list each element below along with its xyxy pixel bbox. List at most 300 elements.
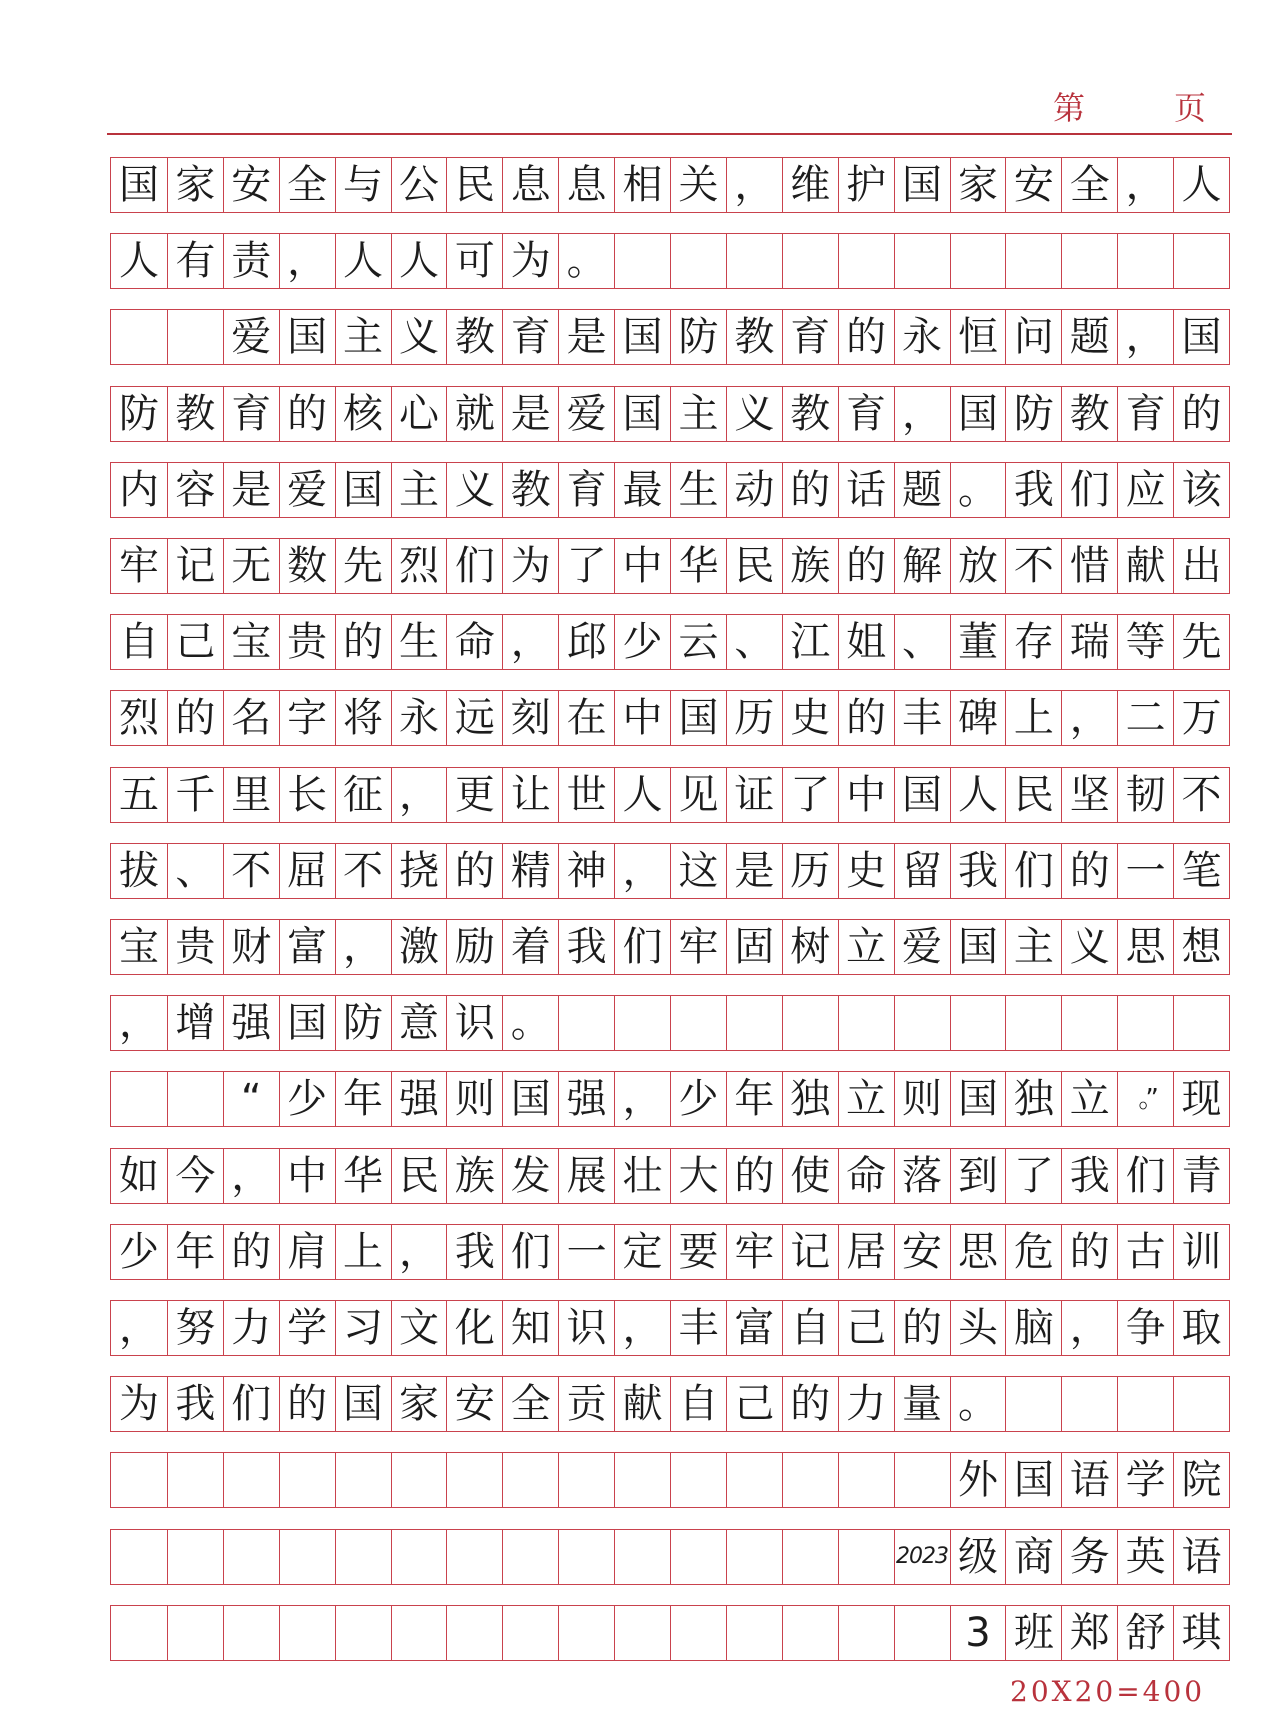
grid-cell: 责 [223,234,279,288]
grid-cell: 了 [558,539,614,593]
grid-cell: 我 [446,1225,502,1279]
grid-cell [446,1453,502,1507]
grid-cell: 古 [1117,1225,1173,1279]
grid-cell: 人 [118,238,159,285]
grid-cell [111,1072,167,1126]
grid-cell: 笔 [1173,844,1229,898]
grid-cell: 、 [167,844,223,898]
grid-cell: 息 [502,158,558,212]
grid-cell [167,1072,223,1126]
grid-cell [726,1453,782,1507]
grid-cell: 激 [391,920,447,974]
grid-cell: 琪 [1173,1606,1229,1660]
grid-cell [279,1453,335,1507]
grid-cell: 放 [950,539,1006,593]
grid-cell [279,1606,335,1660]
grid-cell: 上 [1005,691,1061,745]
grid-cell: 安 [1005,158,1061,212]
grid-cell [726,996,782,1050]
grid-cell: 邱 [558,615,614,669]
grid-cell [558,1530,614,1584]
grid-cell: 动 [726,463,782,517]
grid-cell: 我 [1061,1149,1117,1203]
grid-cell [894,1453,950,1507]
grid-cell [726,234,782,288]
grid-cell: 容 [167,463,223,517]
grid-cell: 国 [894,158,950,212]
grid-cell: 恒 [950,310,1006,364]
grid-cell: 民 [726,539,782,593]
grid-cell [1173,1377,1229,1431]
grid-cell: 主 [1005,920,1061,974]
grid-cell [558,1606,614,1660]
grid-cell: 万 [1173,691,1229,745]
grid-cell: 征 [335,768,391,822]
grid-cell: 记 [167,539,223,593]
grid-cell: 脑 [1005,1301,1061,1355]
grid-cell: “ [223,1072,279,1126]
grid-cell: 烈 [118,695,159,742]
grid-cell: 中 [614,691,670,745]
grid-cell [838,1606,894,1660]
grid-cell: 励 [446,920,502,974]
grid-cell: 。 [950,463,1006,517]
grid-cell: 强 [223,996,279,1050]
grid-cell: 知 [502,1301,558,1355]
grid-cell [279,1530,335,1584]
grid-cell: 力 [223,1301,279,1355]
grid-cell: 育 [838,387,894,441]
grid-cell [782,1530,838,1584]
grid-cell: 可 [446,234,502,288]
grid-cell: ， [726,158,782,212]
grid-cell: ， [118,1305,159,1351]
grid-cell: 让 [502,768,558,822]
grid-cell: 二 [1117,691,1173,745]
grid-cell: ， [223,1149,279,1203]
grid-cell [838,1453,894,1507]
grid-cell: 教 [1061,387,1117,441]
grid-cell: 训 [1173,1225,1229,1279]
grid-cell: 人 [1173,158,1229,212]
grid-row [110,767,1230,823]
grid-cell: ， [1061,1301,1117,1355]
grid-cell: 是 [223,463,279,517]
grid-cell: ， [614,1301,670,1355]
grid-cell: 国 [502,1072,558,1126]
grid-cell [894,234,950,288]
grid-cell: 教 [446,310,502,364]
grid-cell: 义 [1061,920,1117,974]
grid-cell: 牢 [726,1225,782,1279]
grid-cell: 等 [1117,615,1173,669]
grid-cell [558,1453,614,1507]
page-label-ye: 页 [1174,89,1207,127]
grid-cell: 商 [1005,1530,1061,1584]
grid-cell: 的 [894,1301,950,1355]
grid-cell: 落 [894,1149,950,1203]
grid-cell: 思 [1117,920,1173,974]
grid-cell: 现 [1173,1072,1229,1126]
grid-cell: 学 [1117,1453,1173,1507]
grid-cell [167,1453,223,1507]
grid-cell [558,996,614,1050]
grid-cell: 证 [726,768,782,822]
grid-row [110,1605,1230,1661]
grid-cell: 自 [118,619,159,666]
grid-row [110,614,1230,670]
grid-cell: ， [1117,310,1173,364]
grid-row [110,386,1230,442]
grid-cell: ， [894,387,950,441]
grid-cell: 献 [1117,539,1173,593]
grid-cell: 为 [118,1381,159,1428]
page-label-di: 第 [1053,89,1086,127]
grid-cell: 应 [1117,463,1173,517]
grid-cell [782,1606,838,1660]
grid-cell: 与 [335,158,391,212]
grid-cell: 的 [726,1149,782,1203]
grid-cell [670,1453,726,1507]
grid-cell: 家 [391,1377,447,1431]
grid-cell: 努 [167,1301,223,1355]
grid-cell [838,234,894,288]
grid-cell: 国 [614,310,670,364]
grid-cell [950,234,1006,288]
grid-cell [1173,996,1229,1050]
grid-cell: 国 [279,310,335,364]
grid-cell [614,1606,670,1660]
grid-cell [726,1530,782,1584]
grid-cell [502,1530,558,1584]
grid-cell: 史 [782,691,838,745]
grid-cell: 青 [1173,1149,1229,1203]
grid-cell: 的 [838,539,894,593]
grid-capacity-label: 20X20=400 [1010,1675,1206,1708]
grid-cell: 贡 [558,1377,614,1431]
grid-cell: 话 [838,463,894,517]
grid-cell: 题 [894,463,950,517]
grid-cell: 外 [950,1453,1006,1507]
grid-cell: 想 [1173,920,1229,974]
grid-cell: 爱 [279,463,335,517]
grid-cell: 神 [558,844,614,898]
grid-cell: 中 [279,1149,335,1203]
grid-cell: 。 [502,996,558,1050]
grid-cell [894,1606,950,1660]
grid-cell: 年 [726,1072,782,1126]
grid-cell: 人 [950,768,1006,822]
grid-cell: 在 [558,691,614,745]
grid-cell [1005,1377,1061,1431]
grid-cell: 独 [1005,1072,1061,1126]
grid-cell: 内 [118,466,159,513]
grid-cell: ， [335,920,391,974]
grid-cell: 题 [1061,310,1117,364]
grid-cell: 中 [838,768,894,822]
grid-cell [670,996,726,1050]
grid-cell [111,1606,167,1660]
grid-cell: 中 [614,539,670,593]
grid-cell: 自 [782,1301,838,1355]
grid-cell: 富 [726,1301,782,1355]
grid-cell: 识 [446,996,502,1050]
grid-cell: 们 [1061,463,1117,517]
grid-cell: 少 [670,1072,726,1126]
grid-cell: 们 [1005,844,1061,898]
grid-cell: 华 [670,539,726,593]
grid-cell: 全 [502,1377,558,1431]
grid-cell: 民 [391,1149,447,1203]
grid-cell: 立 [838,1072,894,1126]
grid-cell: 育 [223,387,279,441]
grid-cell: 如 [118,1152,159,1199]
grid-row [110,1224,1230,1280]
grid-cell: 争 [1117,1301,1173,1355]
grid-cell: 学 [279,1301,335,1355]
grid-cell: 肩 [279,1225,335,1279]
grid-cell: 发 [502,1149,558,1203]
grid-cell: 的 [279,387,335,441]
grid-cell: 立 [838,920,894,974]
grid-cell: 国 [335,1377,391,1431]
grid-cell: 不 [1173,768,1229,822]
grid-cell [391,1530,447,1584]
grid-cell [950,996,1006,1050]
grid-cell: 防 [118,390,159,437]
grid-cell: 历 [782,844,838,898]
grid-cell: ， [502,615,558,669]
grid-cell [614,996,670,1050]
grid-cell: 的 [223,1225,279,1279]
grid-cell [446,1606,502,1660]
grid-cell: 年 [167,1225,223,1279]
grid-cell: 务 [1061,1530,1117,1584]
grid-cell: 爱 [223,310,279,364]
grid-cell: 历 [726,691,782,745]
grid-cell: 文 [391,1301,447,1355]
grid-cell: 护 [838,158,894,212]
grid-cell: 字 [279,691,335,745]
grid-cell: ， [1117,158,1173,212]
grid-cell [1061,996,1117,1050]
grid-cell: 们 [502,1225,558,1279]
grid-row [110,462,1230,518]
grid-cell: 义 [391,310,447,364]
grid-cell: 头 [950,1301,1006,1355]
grid-cell: 精 [502,844,558,898]
grid-cell: 班 [1005,1606,1061,1660]
grid-cell: ， [614,1072,670,1126]
grid-cell: 防 [335,996,391,1050]
grid-cell: 这 [670,844,726,898]
grid-cell: 存 [1005,615,1061,669]
grid-cell: 云 [670,615,726,669]
grid-cell [670,234,726,288]
grid-cell: 烈 [391,539,447,593]
grid-cell: 先 [1173,615,1229,669]
grid-cell: 国 [950,920,1006,974]
grid-cell: 核 [335,387,391,441]
grid-cell: ， [614,844,670,898]
grid-cell: 主 [391,463,447,517]
grid-cell: 富 [279,920,335,974]
grid-cell: 献 [614,1377,670,1431]
grid-cell: 着 [502,920,558,974]
grid-cell: 语 [1173,1530,1229,1584]
grid-cell: 力 [838,1377,894,1431]
grid-row [110,919,1230,975]
grid-cell: 防 [670,310,726,364]
grid-cell: 少 [279,1072,335,1126]
grid-cell: 2023 [894,1530,950,1584]
grid-row [110,1452,1230,1508]
grid-cell: 。 [558,234,614,288]
grid-cell: 世 [558,768,614,822]
grid-cell: 大 [670,1149,726,1203]
grid-cell: 主 [335,310,391,364]
grid-cell: 、 [726,615,782,669]
grid-cell: 全 [1061,158,1117,212]
grid-cell [335,1453,391,1507]
grid-row [110,995,1230,1051]
grid-cell: 英 [1117,1530,1173,1584]
grid-cell: 教 [502,463,558,517]
grid-cell: 国 [894,768,950,822]
grid-cell: ， [391,768,447,822]
grid-cell: 刻 [502,691,558,745]
grid-row [110,1376,1230,1432]
grid-cell: 远 [446,691,502,745]
grid-cell: 。 [950,1377,1006,1431]
grid-cell [670,1606,726,1660]
grid-cell: 育 [502,310,558,364]
grid-cell: 命 [838,1149,894,1203]
grid-cell: 我 [167,1377,223,1431]
grid-cell [391,1606,447,1660]
grid-cell: 树 [782,920,838,974]
grid-cell: 舒 [1117,1606,1173,1660]
grid-cell: 的 [279,1377,335,1431]
grid-cell: 数 [279,539,335,593]
grid-cell [782,234,838,288]
grid-cell: 固 [726,920,782,974]
grid-cell: 3 [950,1606,1006,1660]
grid-cell: 级 [950,1530,1006,1584]
grid-cell: 义 [726,387,782,441]
grid-cell: 里 [223,768,279,822]
grid-cell: 坚 [1061,768,1117,822]
grid-row [110,1071,1230,1127]
grid-cell: 取 [1173,1301,1229,1355]
grid-cell: 壮 [614,1149,670,1203]
grid-cell: 了 [782,768,838,822]
grid-cell: 宝 [118,924,159,970]
grid-cell: 华 [335,1149,391,1203]
grid-cell: 该 [1173,463,1229,517]
grid-cell [223,1606,279,1660]
grid-cell [894,996,950,1050]
grid-cell: 更 [446,768,502,822]
header-rule [107,133,1232,135]
grid-cell [1117,996,1173,1050]
grid-cell: 不 [335,844,391,898]
grid-cell: 则 [894,1072,950,1126]
grid-cell: 就 [446,387,502,441]
grid-cell: 出 [1173,539,1229,593]
grid-cell: 增 [167,996,223,1050]
grid-row [110,538,1230,594]
grid-cell: 是 [502,387,558,441]
grid-cell: 教 [726,310,782,364]
grid-cell: 少 [118,1228,159,1275]
grid-row [110,1529,1230,1585]
grid-cell: 千 [167,768,223,822]
grid-cell: 心 [391,387,447,441]
grid-cell [1173,234,1229,288]
grid-cell: 的 [838,691,894,745]
grid-row [110,1300,1230,1356]
grid-cell: 为 [502,539,558,593]
grid-cell [614,1453,670,1507]
grid-cell: 一 [1117,844,1173,898]
grid-cell: 国 [950,387,1006,441]
grid-cell: 语 [1061,1453,1117,1507]
grid-cell: 问 [1005,310,1061,364]
grid-cell: 到 [950,1149,1006,1203]
grid-cell: 安 [446,1377,502,1431]
grid-cell: 己 [726,1377,782,1431]
grid-cell: 危 [1005,1225,1061,1279]
grid-cell [1061,234,1117,288]
grid-cell: 挠 [391,844,447,898]
grid-cell: ， [279,234,335,288]
grid-cell [1005,234,1061,288]
grid-cell: 屈 [279,844,335,898]
grid-cell: 居 [838,1225,894,1279]
grid-cell: 的 [782,1377,838,1431]
grid-cell: 史 [838,844,894,898]
grid-cell: 的 [838,310,894,364]
grid-cell: 防 [1005,387,1061,441]
grid-cell: 强 [558,1072,614,1126]
grid-cell: 人 [614,768,670,822]
grid-row [110,690,1230,746]
grid-cell: 国 [950,1072,1006,1126]
essay-grid [110,157,1230,1661]
grid-cell: 我 [1005,463,1061,517]
grid-cell: 国 [1173,310,1229,364]
grid-cell: ， [1061,691,1117,745]
grid-cell: 展 [558,1149,614,1203]
grid-cell: 上 [335,1225,391,1279]
grid-cell [223,1453,279,1507]
grid-cell [726,1606,782,1660]
grid-cell: 瑞 [1061,615,1117,669]
grid-cell [223,1530,279,1584]
grid-cell: 少 [614,615,670,669]
grid-cell: 记 [782,1225,838,1279]
grid-row [110,309,1230,365]
grid-cell: 维 [782,158,838,212]
grid-cell: 先 [335,539,391,593]
grid-cell: 爱 [558,387,614,441]
grid-cell: 国 [614,387,670,441]
grid-cell: 族 [782,539,838,593]
grid-cell: 今 [167,1149,223,1203]
grid-cell [782,996,838,1050]
grid-cell: 的 [782,463,838,517]
